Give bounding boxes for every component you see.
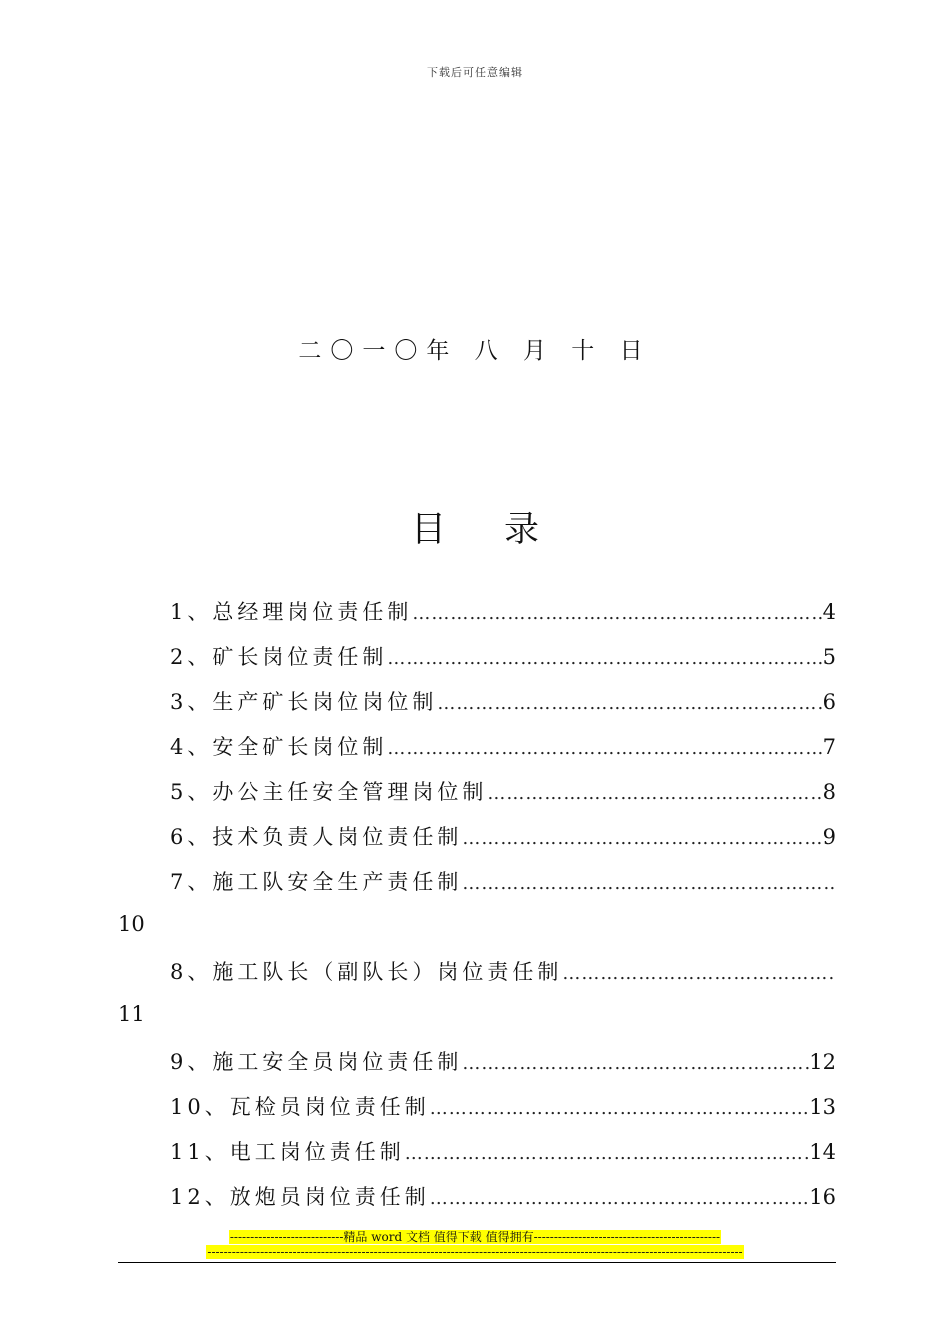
toc-entry-page: 9	[822, 825, 836, 849]
toc-dot-leader	[487, 783, 822, 804]
toc-entry-label: 10、瓦检员岗位责任制	[170, 1095, 430, 1119]
toc-dot-leader	[462, 873, 836, 894]
toc-entry[interactable]	[118, 641, 838, 685]
toc-entry-label: 9、施工安全员岗位责任制	[170, 1050, 463, 1074]
toc-entry-page: 7	[822, 735, 836, 759]
toc-title-char-2: 录	[504, 510, 540, 550]
document-date: 二〇一〇年 八 月 十 日	[298, 338, 652, 364]
toc-dot-leader	[462, 828, 822, 849]
toc-entry[interactable]	[118, 1181, 838, 1225]
toc-entry[interactable]	[118, 866, 838, 956]
toc-entry[interactable]	[118, 1136, 838, 1180]
toc-dot-leader	[430, 1098, 810, 1119]
toc-entry-page: 14	[809, 1140, 836, 1164]
toc-dot-leader	[387, 648, 822, 669]
footer-banner-text-2: ------------------------------------------------------------------------------------------------------------------------------------	[207, 1245, 743, 1259]
toc-entry[interactable]	[118, 776, 838, 820]
toc-entry[interactable]	[118, 1046, 838, 1090]
toc-dot-leader	[405, 1143, 810, 1164]
toc-entry-page: 13	[809, 1095, 836, 1119]
toc-dot-leader	[430, 1188, 810, 1209]
toc-entry-page: 12	[809, 1050, 836, 1074]
footer-divider	[118, 1262, 836, 1263]
toc-title	[0, 502, 950, 552]
toc-entry[interactable]	[118, 821, 838, 865]
toc-entry-page: 4	[822, 600, 836, 624]
footer-banner-line-2	[0, 1245, 950, 1260]
toc-entry[interactable]	[118, 596, 838, 640]
toc-entry[interactable]	[118, 1091, 838, 1135]
toc-entry[interactable]	[118, 686, 838, 730]
footer-banner-text-1: ----------------------------精品 word 文档 值得下载 值得拥有----------------------------------------------	[229, 1230, 721, 1244]
toc-dot-leader	[562, 963, 836, 984]
page-header-note: 下载后可任意编辑	[427, 66, 523, 79]
toc-dot-leader	[462, 1053, 809, 1074]
toc-entry-page: 6	[822, 690, 836, 714]
toc-dot-leader	[387, 738, 822, 759]
toc-entry-label: 6、技术负责人岗位责任制	[170, 825, 463, 849]
toc-entry-page: 11	[118, 1002, 145, 1026]
toc-entry-label: 5、办公主任安全管理岗位制	[170, 780, 488, 804]
toc-entry-page: 5	[822, 645, 836, 669]
toc-entry-page: 10	[118, 912, 145, 936]
toc-entry-label: 12、放炮员岗位责任制	[170, 1185, 430, 1209]
toc-dot-leader	[412, 603, 822, 624]
toc-entry-label: 8、施工队长（副队长）岗位责任制	[170, 960, 563, 984]
toc-entry[interactable]	[118, 956, 838, 1046]
toc-entry-label: 2、矿长岗位责任制	[170, 645, 388, 669]
toc-dot-leader	[437, 693, 822, 714]
toc-entry-page: 8	[822, 780, 836, 804]
toc-entry-label: 7、施工队安全生产责任制	[170, 870, 463, 894]
toc-entry-label: 4、安全矿长岗位制	[170, 735, 388, 759]
footer-banner-line-1	[0, 1230, 950, 1245]
toc-title-char-1: 目	[410, 510, 446, 550]
toc-entry-label: 1、总经理岗位责任制	[170, 600, 413, 624]
toc-entry-label: 3、生产矿长岗位岗位制	[170, 690, 438, 714]
toc-entry[interactable]	[118, 731, 838, 775]
toc-entry-page: 16	[809, 1185, 836, 1209]
toc-entry-label: 11、电工岗位责任制	[170, 1140, 405, 1164]
